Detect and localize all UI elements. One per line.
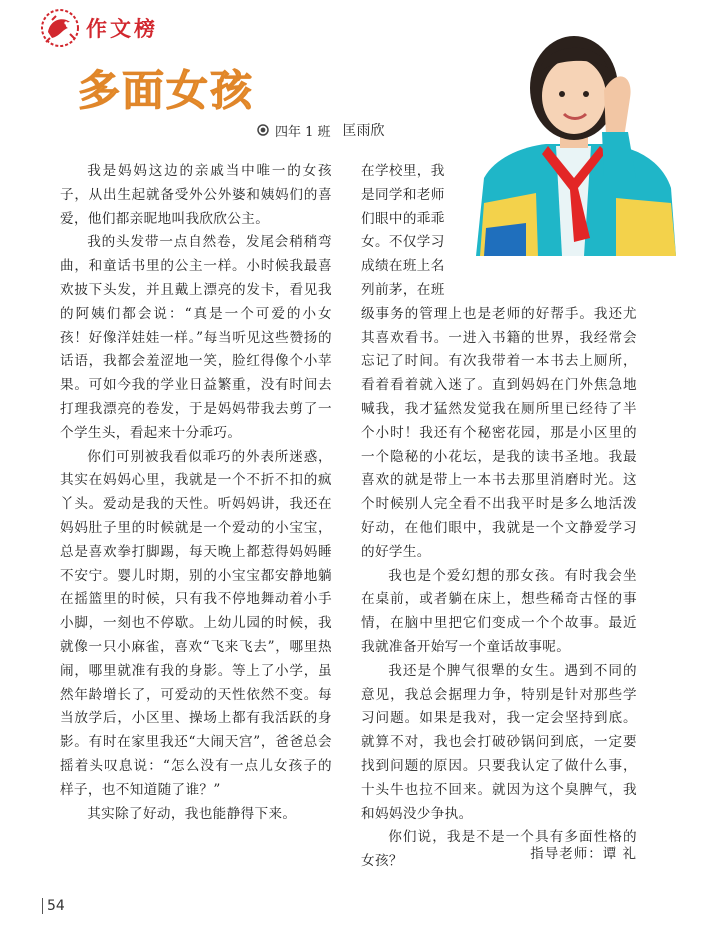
text-line: 是同学和老师 xyxy=(361,186,445,203)
article-paragraph: 级事务的管理上也是老师的好帮手。我还尤其喜欢看书。一进入书籍的世界，我经常会忘记了时间。有次我带着一本书去上厕所，看着看着就入迷了。直到妈妈在门外焦急地喊我，我才猛然发觉我在厕所里已经待了半个小时！我还有个秘密花园，那是小区里的一个隐秘的小花坛，是我的读书圣地。我最喜欢的就是带上一本书去那里消磨时光。这个时候别人完全看不出我平时是多么地活泼好动，在他们眼中，我就是一个文静爱学习的好学生。 xyxy=(361,305,637,560)
article-right-column xyxy=(361,279,637,874)
article-title: 多面女孩 xyxy=(78,66,255,115)
girl-portrait-photo xyxy=(466,28,681,256)
article-right-wrap-column xyxy=(361,160,461,279)
text-line: 在学校里，我 xyxy=(361,163,445,179)
text-line: 们眼中的乖乖 xyxy=(361,210,445,227)
section-label: 作文榜 xyxy=(86,17,158,41)
article-paragraph: 我也是个爱幻想的那女孩。有时我会坐在桌前，或者躺在床上，想些稀奇古怪的事情，在脑中里把它们变成一个个故事。最近我就准备开始写一个童话故事呢。 xyxy=(361,567,637,655)
article-paragraph: 我的头发带一点自然卷，发尾会稍稍弯曲，和童话书里的公主一样。小时候我最喜欢披下头发，并且戴上漂亮的发卡，看见我的阿姨们都会说：“真是一个可爱的小女孩！好像洋娃娃一样。”每当听见这些赞扬的话语，我都会羞涩地一笑，脸红得像个小苹果。可如今我的学业日益繁重，没有时间去打理我漂亮的卷发，于是妈妈带我去剪了一个学生头，看起来十分乖巧。 xyxy=(60,234,332,441)
byline-author: 匡雨欣 xyxy=(342,123,385,139)
mentor-credit: 指导老师：谭 礼 xyxy=(530,846,637,862)
section-header xyxy=(40,8,158,48)
article-paragraph: 你们说，我是不是一个具有多面性格的女孩？ xyxy=(361,829,637,870)
byline-class: 四年 1 班 xyxy=(275,124,331,140)
page-number: 54 xyxy=(42,898,65,914)
article-left-column xyxy=(60,160,332,826)
text-line: 成绩在班上名 xyxy=(361,258,445,275)
text-line: 女。不仅学习 xyxy=(361,234,445,251)
red-dragon-emblem-icon xyxy=(40,8,80,48)
bullet-circle-icon xyxy=(257,124,269,136)
article-paragraph: 我还是个脾气很犟的女生。遇到不同的意见，我总会据理力争，特别是针对那些学习问题。如果是我对，我一定会坚持到底。就算不对，我也会打破砂锅问到底，一定要找到问题的原因。只要我认定了做什么事，十头牛也拉不回来。就因为这个臭脾气，我和妈妈没少争执。 xyxy=(361,662,637,822)
byline xyxy=(257,120,385,140)
article-paragraph: 其实除了好动，我也能静得下来。 xyxy=(87,805,297,822)
text-line: 列前茅，在班 xyxy=(361,282,445,298)
article-paragraph: 你们可别被我看似乖巧的外表所迷惑，其实在妈妈心里，我就是一个不折不扣的疯丫头。爱动是我的天性。听妈妈讲，我还在妈妈肚子里的时候就是一个爱动的小宝宝，总是喜欢拳打脚踢，每天晚上都惹得妈妈睡不安宁。婴儿时期，别的小宝宝都安静地躺在摇篮里的时候，只有我不停地舞动着小手小脚，一刻也不停歇。上幼儿园的时候，我就像一只小麻雀，喜欢“飞来飞去”，哪里热闹，哪里就准有我的身影。等上了小学，虽然年龄增长了，可爱动的天性依然不变。每当放学后，小区里、操场上都有我活跃的身影。有时在家里我还“大闹天宫”，爸爸总会摇着头叹息说：“怎么没有一点儿女孩子的样子，也不知道随了谁？” xyxy=(60,448,332,798)
article-paragraph: 我是妈妈这边的亲戚当中唯一的女孩子，从出生起就备受外公外婆和姨妈们的喜爱，他们都亲昵地叫我欣欣公主。 xyxy=(60,163,332,227)
